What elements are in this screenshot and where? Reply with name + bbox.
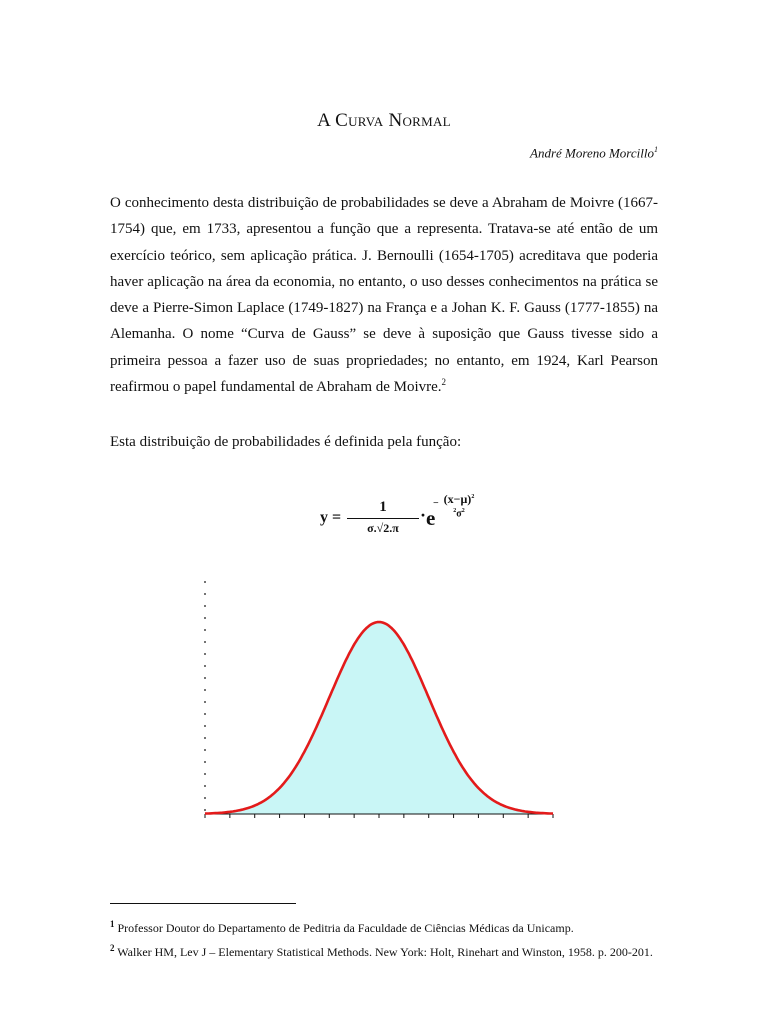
formula-exp-sign: −: [433, 498, 439, 509]
footnote-2-mark: 2: [110, 943, 115, 953]
author-name: André Moreno Morcillo: [530, 145, 654, 161]
paragraph-history: [110, 190, 658, 400]
y-axis-tick: [204, 665, 206, 667]
normal-formula: [320, 492, 475, 544]
y-axis-tick: [204, 809, 206, 811]
footnote-2: [110, 937, 658, 963]
normal-curve-chart: [196, 574, 560, 824]
footnote-divider: [110, 903, 296, 904]
formula-denominator: σ.√2.π: [367, 521, 399, 535]
footnote-1-mark: 1: [110, 919, 115, 929]
y-axis-tick: [204, 785, 206, 787]
y-axis-tick: [204, 629, 206, 631]
footnote-2-text: Walker HM, Lev J – Elementary Statistical Methods. New York: Holt, Rinehart and Winston, 1958. p. 200-201.: [117, 945, 653, 959]
y-axis-tick: [204, 677, 206, 679]
formula-exp-numerator-power: 2: [471, 494, 475, 500]
y-axis-tick: [204, 581, 206, 583]
paragraph-footnote-ref: 2: [441, 377, 447, 388]
formula-operator: ·: [420, 505, 427, 525]
formula-exp-denominator-text: σ: [456, 508, 462, 520]
formula-exp-numerator-text: (x−μ): [443, 492, 472, 506]
paragraph-history-text: O conhecimento desta distribuição de probabilidades se deve a Abraham de Moivre (1667-1754) que, em 1733, apresentou a função que a representa. Tratava-se até então de um exercício teórico, sem aplicação prática. J. Bernoulli (1654-1705) acreditava que poderia haver aplicação na área da economia, no entanto, o uso desses conhecimentos na prática se deve a Pierre-Simon Laplace (1749-1827) na França e a Johan K. F. Gauss (1777-1855) na Alemanha. O nome “Curva de Gauss” se deve à suposição que Gauss tivesse sido a primeira pessoa a fazer uso de suas propriedades; no entanto, em 1924, Karl Pearson reafirmou o papel fundamental de Abraham de Moivre.: [110, 195, 658, 396]
formula-exponent: [433, 492, 479, 520]
author-line: [530, 145, 658, 161]
formula-numerator: 1: [379, 499, 387, 515]
footnote-1: [110, 916, 658, 936]
document-title: A Curva Normal: [317, 110, 451, 131]
formula-exp-denominator-power: 2: [461, 508, 465, 514]
y-axis-tick: [204, 773, 206, 775]
y-axis-tick: [204, 593, 206, 595]
y-axis-tick: [204, 701, 206, 703]
curve-area-fill: [205, 622, 553, 814]
y-axis-tick: [204, 761, 206, 763]
y-axis-tick: [204, 605, 206, 607]
formula-exp-denominator-coef: 2: [453, 508, 457, 514]
paragraph-definition: Esta distribuição de probabilidades é definida pela função:: [110, 434, 462, 450]
y-axis-tick: [204, 737, 206, 739]
y-axis-tick: [204, 617, 206, 619]
y-axis-tick: [204, 725, 206, 727]
y-axis-tick: [204, 713, 206, 715]
formula-lhs: y =: [320, 509, 342, 526]
formula-exp-denominator: [439, 508, 479, 519]
y-axis-tick: [204, 641, 206, 643]
footnote-1-text: Professor Doutor do Departamento de Peditria da Faculdade de Ciências Médicas da Unicamp.: [117, 921, 574, 935]
formula-base: e: [426, 506, 436, 530]
formula-fraction: [347, 499, 419, 536]
author-footnote-ref: 1: [654, 145, 658, 154]
y-axis-tick: [204, 797, 206, 799]
y-axis-tick: [204, 749, 206, 751]
formula-exp-numerator: [439, 492, 479, 508]
y-axis-tick: [204, 689, 206, 691]
y-axis-tick: [204, 653, 206, 655]
